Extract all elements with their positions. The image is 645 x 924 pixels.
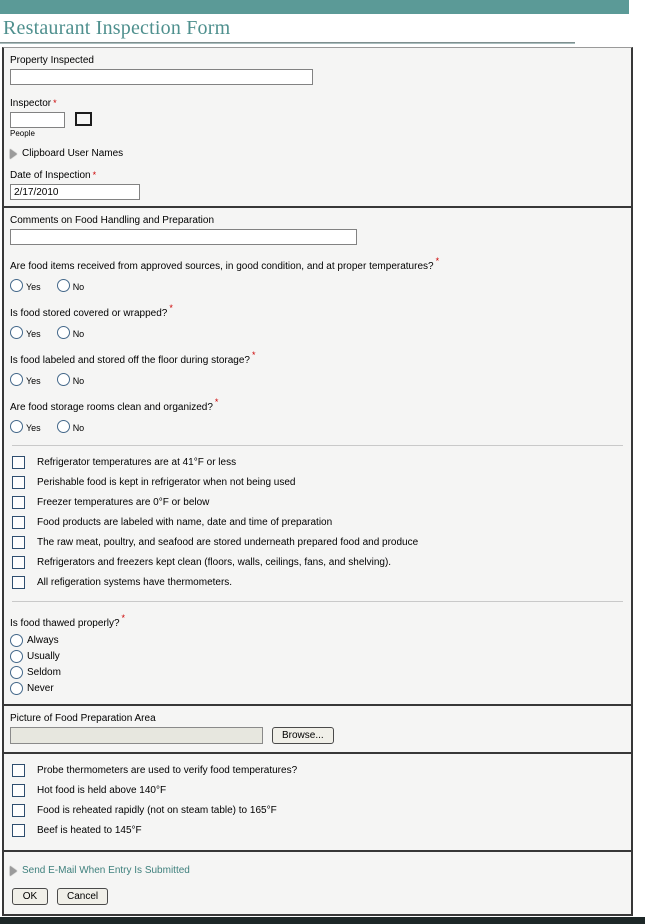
checkbox-label: All refigeration systems have thermometers. [37,577,233,588]
question-covered-wrapped [10,303,625,339]
question-approved-sources [10,256,625,292]
checkbox-perishable-kept[interactable] [12,476,25,489]
bottom-accent-bar [0,917,645,924]
yes-no-radio-row [10,279,625,292]
date-label-text: Date of Inspection [10,170,91,181]
checkbox-label: Food is reheated rapidly (not on steam table) to 165°F [37,805,277,816]
checkbox-row [12,824,625,837]
question-labeled-off-floor [10,350,625,386]
required-asterisk: * [121,613,126,623]
checkbox-label: Refrigerators and freezers kept clean (floors, walls, ceilings, fans, and shelving). [37,557,392,568]
checkbox-row [12,536,625,549]
section-food-handling [4,208,631,706]
checkbox-label: Food products are labeled with name, date and time of preparation [37,517,333,528]
question-label: Is food labeled and stored off the floor during storage? [10,355,250,366]
checkbox-label: The raw meat, poultry, and seafood are stored underneath prepared food and produce [37,537,419,548]
checkbox-label: Freezer temperatures are 0°F or below [37,497,210,508]
expand-triangle-icon [10,149,17,159]
radio-no[interactable] [57,420,70,433]
yes-label: Yes [26,375,41,386]
date-of-inspection-label [10,170,625,181]
browse-button[interactable]: Browse... [272,727,334,744]
checkbox-reheated-165f[interactable] [12,804,25,817]
inspector-label [10,98,625,109]
question-label: Is food stored covered or wrapped? [10,308,168,319]
yes-label: Yes [26,281,41,292]
radio-usually[interactable] [10,650,23,663]
radio-no[interactable] [57,279,70,292]
thawed-option-row [10,682,625,695]
yes-no-radio-row [10,420,625,433]
send-email-link[interactable]: Send E-Mail When Entry Is Submitted [22,865,190,876]
property-inspected-label: Property Inspected [10,55,94,66]
checkbox-raw-meat-stored[interactable] [12,536,25,549]
yes-no-radio-row [10,373,625,386]
checkbox-label: Hot food is held above 140°F [37,785,167,796]
date-of-inspection-input[interactable] [10,184,140,200]
required-asterisk: * [92,170,97,180]
section-divider [12,445,623,446]
yes-no-radio-row [10,326,625,339]
inspector-row [10,112,625,138]
thawed-option-label: Usually [27,651,60,662]
clipboard-user-names-row[interactable] [10,148,625,159]
file-upload-row [10,727,625,744]
radio-yes[interactable] [10,279,23,292]
thawed-option-row [10,634,625,647]
checkbox-row [12,804,625,817]
radio-yes[interactable] [10,326,23,339]
question-storage-rooms-clean [10,397,625,433]
no-label: No [72,375,85,386]
section-picture-upload [4,706,631,754]
inspector-label-text: Inspector [10,98,52,109]
section-submit [4,852,631,914]
section-divider [12,601,623,602]
inspector-type-hint: People [10,129,35,138]
picture-label: Picture of Food Preparation Area [10,713,156,724]
yes-label: Yes [26,328,41,339]
checkbox-row [12,516,625,529]
checkbox-label: Beef is heated to 145°F [37,825,142,836]
question-label: Are food items received from approved sources, in good condition, and at proper temperatures? [10,261,434,272]
question-label: Are food storage rooms clean and organized? [10,402,213,413]
no-label: No [72,422,85,433]
checkbox-products-labeled[interactable] [12,516,25,529]
yes-label: Yes [26,422,41,433]
radio-no[interactable] [57,373,70,386]
clipboard-user-names-link[interactable]: Clipboard User Names [22,148,124,159]
expand-triangle-icon [10,866,17,876]
thawed-option-label: Never [27,683,54,694]
checkbox-fridges-clean[interactable] [12,556,25,569]
top-accent-bar [0,0,629,14]
checkbox-row [12,456,625,469]
checkbox-fridge-41f[interactable] [12,456,25,469]
checkbox-row [12,556,625,569]
checkbox-row [12,496,625,509]
cancel-button[interactable]: Cancel [57,888,108,905]
comments-input[interactable] [10,229,357,245]
radio-yes[interactable] [10,373,23,386]
checkbox-freezer-0f[interactable] [12,496,25,509]
no-label: No [72,328,85,339]
property-inspected-input[interactable] [10,69,313,85]
thawed-option-label: Always [27,635,59,646]
radio-yes[interactable] [10,420,23,433]
radio-never[interactable] [10,682,23,695]
page-title: Restaurant Inspection Form [3,17,231,39]
section-property-inspector [4,48,631,208]
thawed-option-label: Seldom [27,667,61,678]
checkbox-row [12,784,625,797]
form-button-bar [12,888,625,905]
checkbox-row [12,576,625,589]
checkbox-label: Perishable food is kept in refrigerator when not being used [37,477,296,488]
checkbox-thermometers[interactable] [12,576,25,589]
question-label: Is food thawed properly? [10,618,120,629]
section-temperature-checks [4,754,631,852]
radio-seldom[interactable] [10,666,23,679]
checkbox-label: Refrigerator temperatures are at 41°F or less [37,457,237,468]
checkbox-hot-food-140f[interactable] [12,784,25,797]
required-asterisk: * [169,303,173,313]
radio-always[interactable] [10,634,23,647]
send-email-row[interactable] [10,865,625,876]
title-divider [0,42,575,44]
checkbox-beef-145f[interactable] [12,824,25,837]
checkbox-row [12,764,625,777]
checkbox-label: Probe thermometers are used to verify food temperatures? [37,765,298,776]
file-path-field[interactable] [10,727,263,744]
required-asterisk: * [53,98,57,108]
comments-label: Comments on Food Handling and Preparation [10,215,215,226]
inspector-input[interactable] [10,112,65,128]
inspection-form [2,47,633,916]
radio-no[interactable] [57,326,70,339]
checkbox-probe-thermometers[interactable] [12,764,25,777]
question-thawed-properly [10,613,625,695]
thawed-option-row [10,650,625,663]
ok-button[interactable]: OK [12,888,48,905]
required-asterisk: * [435,256,440,266]
no-label: No [72,281,85,292]
checkbox-row [12,476,625,489]
thawed-option-row [10,666,625,679]
required-asterisk: * [251,350,256,360]
inspector-picker-button[interactable] [75,112,92,126]
required-asterisk: * [214,397,219,407]
